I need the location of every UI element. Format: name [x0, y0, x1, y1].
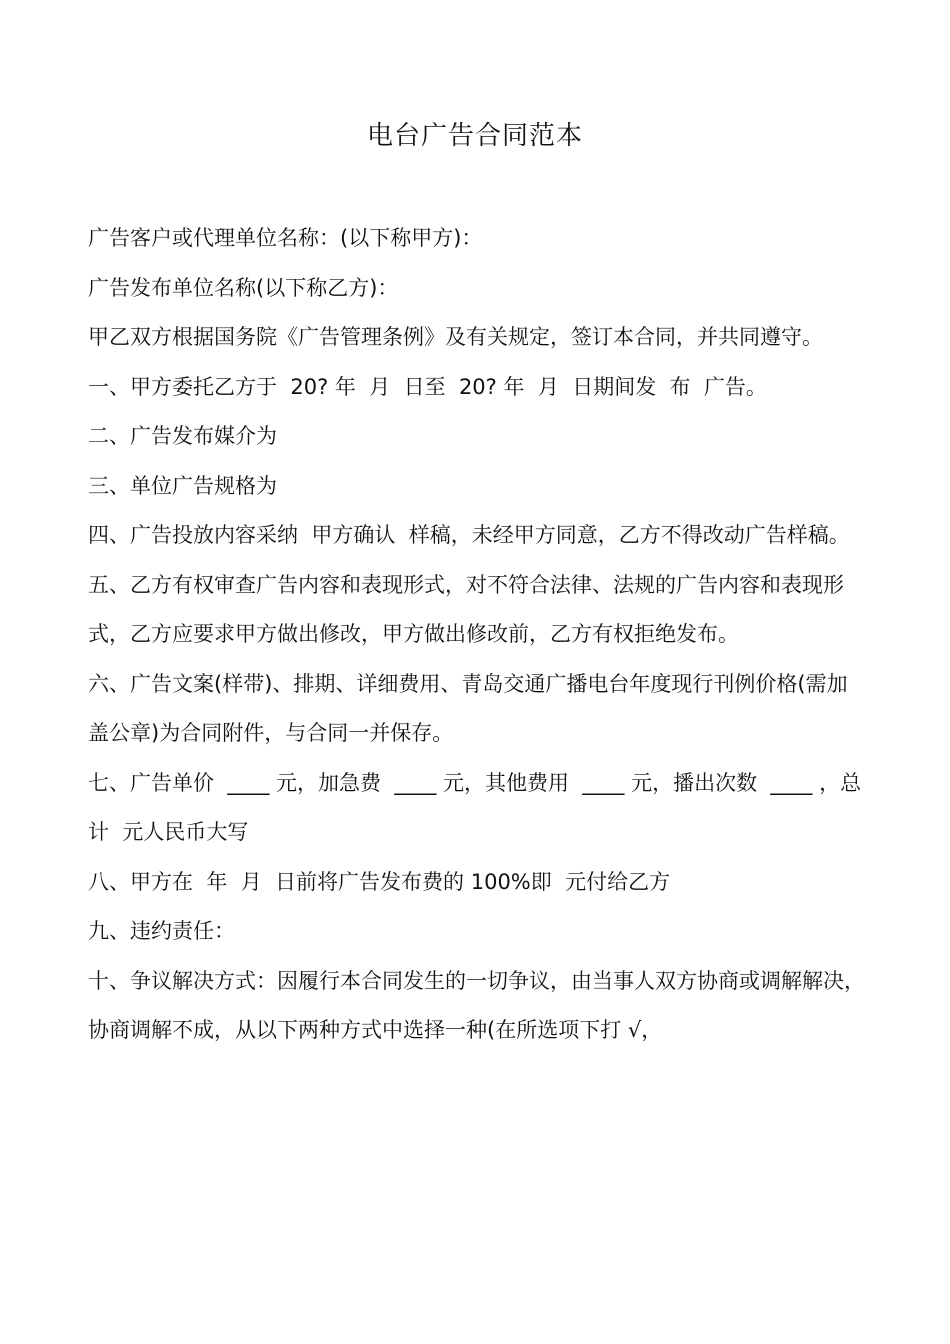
paragraph-publisher-name: 广告发布单位名称(以下称乙方)：	[88, 275, 399, 300]
paragraph-preamble: 甲乙双方根据国务院《广告管理条例》及有关规定，签订本合同，并共同遵守。	[88, 325, 823, 349]
paragraph-clause-6: 六、广告文案(样带)、排期、详细费用、青岛交通广播电台年度现行刊例价格(需加盖公章)为合同附件，与合同一并保存。	[88, 671, 848, 745]
paragraph-clause-7: 七、广告单价 ____ 元，加急费 ____ 元，其他费用 ____ 元，播出次数 ____ ，总计 元人民币大写	[88, 770, 862, 844]
paragraph-clause-9: 九、违约责任：	[88, 919, 235, 943]
paragraph-client-name: 广告客户或代理单位名称：(以下称甲方)：	[88, 226, 483, 250]
paragraph-clause-3: 三、单位广告规格为	[88, 473, 277, 498]
paragraph-clause-1: 一、甲方委托乙方于 20? 年 月 日至 20? 年 月 日期间发 布 广告。	[88, 374, 767, 399]
document-body	[88, 214, 866, 1056]
paragraph-clause-5: 五、乙方有权审查广告内容和表现形式，对不符合法律、法规的广告内容和表现形式，乙方应要求甲方做出修改，甲方做出修改前，乙方有权拒绝发布。	[88, 572, 844, 646]
paragraph-clause-10: 十、争议解决方式：因履行本合同发生的一切争议，由当事人双方协商或调解解决，协商调解不成，从以下两种方式中选择一种(在所选项下打 √，	[88, 968, 865, 1042]
paragraph-clause-2: 二、广告发布媒介为	[88, 424, 277, 448]
paragraph-clause-4: 四、广告投放内容采纳 甲方确认 样稿，未经甲方同意，乙方不得改动广告样稿。	[88, 523, 850, 547]
document-title: 电台广告合同范本	[366, 121, 583, 151]
paragraph-clause-8: 八、甲方在 年 月 日前将广告发布费的 100%即 元付给乙方	[88, 869, 671, 894]
